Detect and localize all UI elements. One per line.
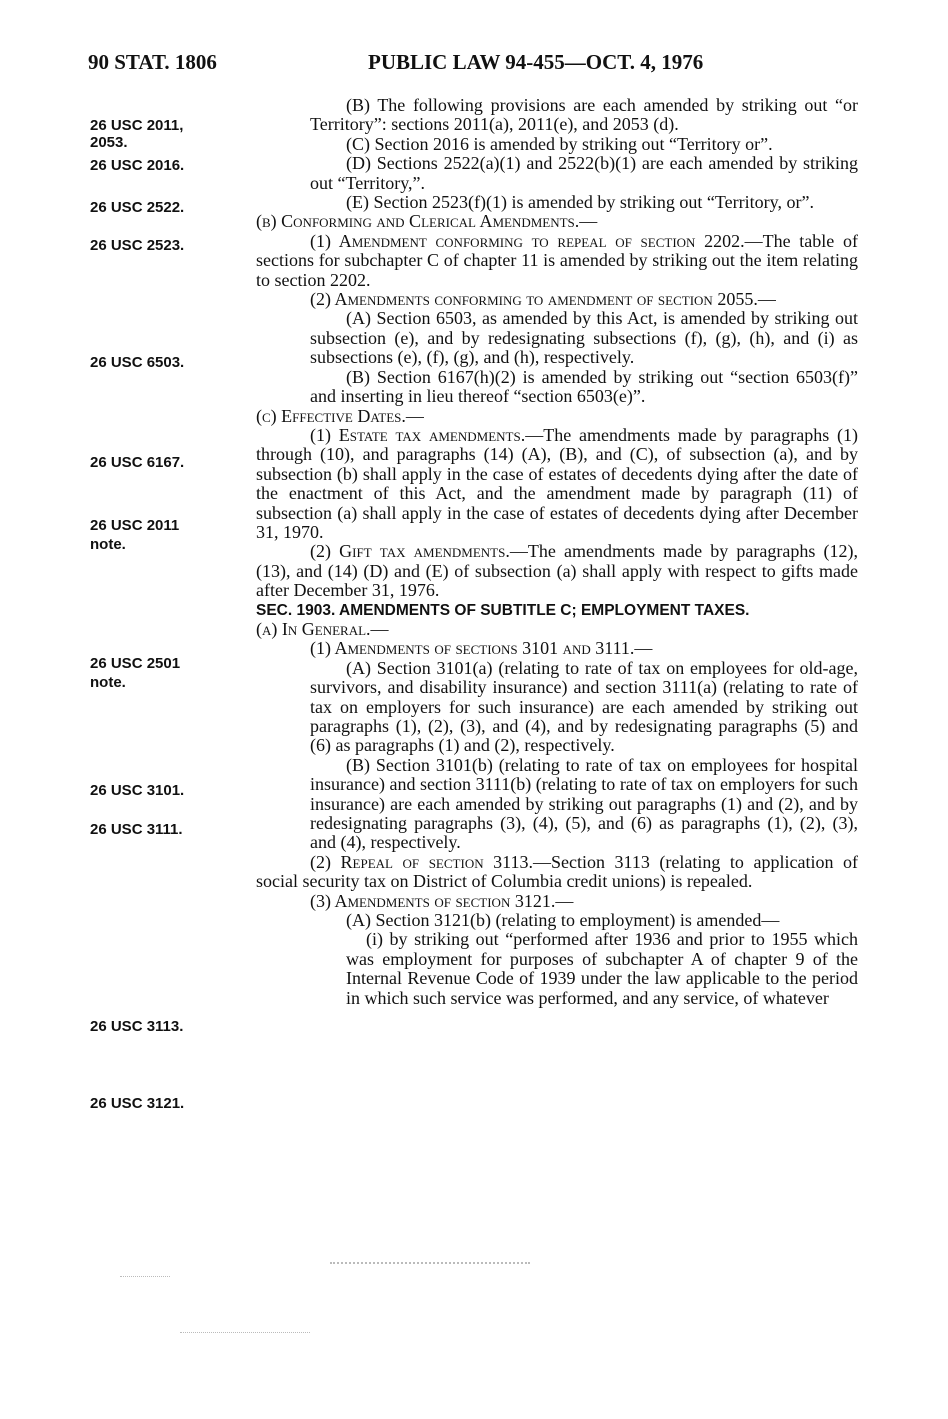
paragraph-c1 <box>256 426 858 542</box>
paragraph-c1-text: —The amendments made by paragraphs (1) through (10), and paragraphs (14) (A), (B), and (C), of subsection (a), and by subsection (b) shall apply in the case of estates of decedents dying after the date of the enactment of this Act, and the amendment made by paragraph (11) of subsection (a) shall apply in the case of estates of decedents dying after December 31, 1970. <box>256 424 859 542</box>
statute-body <box>256 96 858 1008</box>
paragraph-a1b: (B) Section 3101(b) (relating to rate of tax on employees for hospital insurance) and section 3111(b) (relating to rate of tax on employers for such insurance) are each amended by striking out paragraphs (1) and (2), and by redesignating paragraphs (3), (4), (5), and (6) as paragraphs (1), (2), (3), and (4), respectively. <box>310 754 858 853</box>
margin-note: 26 USC 2523. <box>90 237 185 254</box>
margin-note: 26 USC 2501 <box>90 655 181 672</box>
clause-a3a-i: (i) by striking out “performed after 1936 and prior to 1955 which was employment for purposes of subchapter A of chapter 9 of the Internal Revenue Code of 1939 under the law applicable to the period in which such service was performed, and any service, of whatever <box>346 929 858 1008</box>
paragraph-c2 <box>256 542 858 600</box>
margin-note: 26 USC 2011 <box>90 517 180 534</box>
paragraph-b1 <box>256 232 858 290</box>
paragraph-a2-heading: (2) Repeal of section 3113. <box>310 851 533 872</box>
paragraph-e: (E) Section 2523(f)(1) is amended by striking out “Territory, or”. <box>346 192 814 213</box>
margin-note: 26 USC 2016. <box>90 157 185 174</box>
margin-note: note. <box>90 674 126 691</box>
paragraph-a2 <box>256 853 858 892</box>
margin-note: 26 USC 6503. <box>90 354 185 371</box>
margin-note: 26 USC 3111. <box>90 821 183 838</box>
margin-note: 26 USC 3113. <box>90 1018 184 1035</box>
scan-speck <box>330 1262 530 1266</box>
paragraph-c1-heading: (1) Estate tax amendments. <box>310 424 526 445</box>
margin-note: 26 USC 6167. <box>90 454 185 471</box>
public-law-title: PUBLIC LAW 94-455—OCT. 4, 1976 <box>368 50 704 74</box>
paragraph-c2-text: —The amendments made by paragraphs (12), (13), and (14) (D) and (E) of subsection (a) shall apply with respect to gifts made after December 31, 1976. <box>256 541 859 601</box>
page-header <box>88 50 848 80</box>
margin-note: 26 USC 3121. <box>90 1095 185 1112</box>
paragraph-b2a: (A) Section 6503, as amended by this Act, is amended by striking out subsection (e), and by redesignating subsections (f), (g), (h), and (i) as subsections (e), (f), (g), and (h), respectively. <box>310 308 858 368</box>
subsection-c-heading: (c) Effective Dates.— <box>256 405 424 426</box>
paragraph-a1a: (A) Section 3101(a) (relating to rate of tax on employees for old-age, survivors, and disability insurance) and section 3111(a) (relating to rate of tax on employers for such insurance) are each amended by striking out paragraphs (1), (2), (3), and (4), and by redesignating paragraphs (5) and (6) as paragraphs (1) and (2), respectively. <box>310 657 858 756</box>
margin-note: 2053. <box>90 134 128 151</box>
paragraph-a2-text: —Section 3113 (relating to application of social security tax on District of Columbia credit unions) is repealed. <box>256 851 858 892</box>
paragraph-c2-heading: (2) Gift tax amendments. <box>310 541 510 562</box>
paragraph-a1-heading: (1) Amendments of sections 3101 and 3111.— <box>310 638 653 659</box>
paragraph-c: (C) Section 2016 is amended by striking out “Territory or”. <box>346 133 773 154</box>
margin-note: note. <box>90 536 126 553</box>
statute-page-number: 90 STAT. 1806 <box>88 50 217 74</box>
paragraph-b2b: (B) Section 6167(h)(2) is amended by striking out “section 6503(f)” and inserting in lieu thereof “section 6503(e)”. <box>310 366 858 407</box>
paragraph-b2-heading: (2) Amendments conforming to amendment of section 2055.— <box>310 289 776 310</box>
scan-speck <box>180 1332 310 1334</box>
subsection-a-heading: (a) In General.— <box>256 618 389 639</box>
paragraph-a3-heading: (3) Amendments of section 3121.— <box>310 890 574 911</box>
margin-note: 26 USC 3101. <box>90 782 185 799</box>
paragraph-a3a: (A) Section 3121(b) (relating to employment) is amended— <box>346 910 780 931</box>
paragraph-b: (B) The following provisions are each amended by striking out “or Territory”: sections 2011(a), 2011(e), and 2053 (d). <box>310 95 858 135</box>
section-1903-heading: SEC. 1903. AMENDMENTS OF SUBTITLE C; EMPLOYMENT TAXES. <box>256 601 750 619</box>
subsection-b-heading: (b) Conforming and Clerical Amendments.— <box>256 211 598 232</box>
paragraph-b1-text: —The table of sections for subchapter C of chapter 11 is amended by striking out the item relating to section 2202. <box>256 230 858 290</box>
margin-note: 26 USC 2011, <box>90 117 184 134</box>
paragraph-d: (D) Sections 2522(a)(1) and 2522(b)(1) are each amended by striking out “Territory,”. <box>310 153 858 193</box>
scan-speck <box>120 1276 170 1278</box>
margin-note: 26 USC 2522. <box>90 199 185 216</box>
paragraph-b1-heading: (1) Amendment conforming to repeal of section 2202. <box>310 230 745 251</box>
